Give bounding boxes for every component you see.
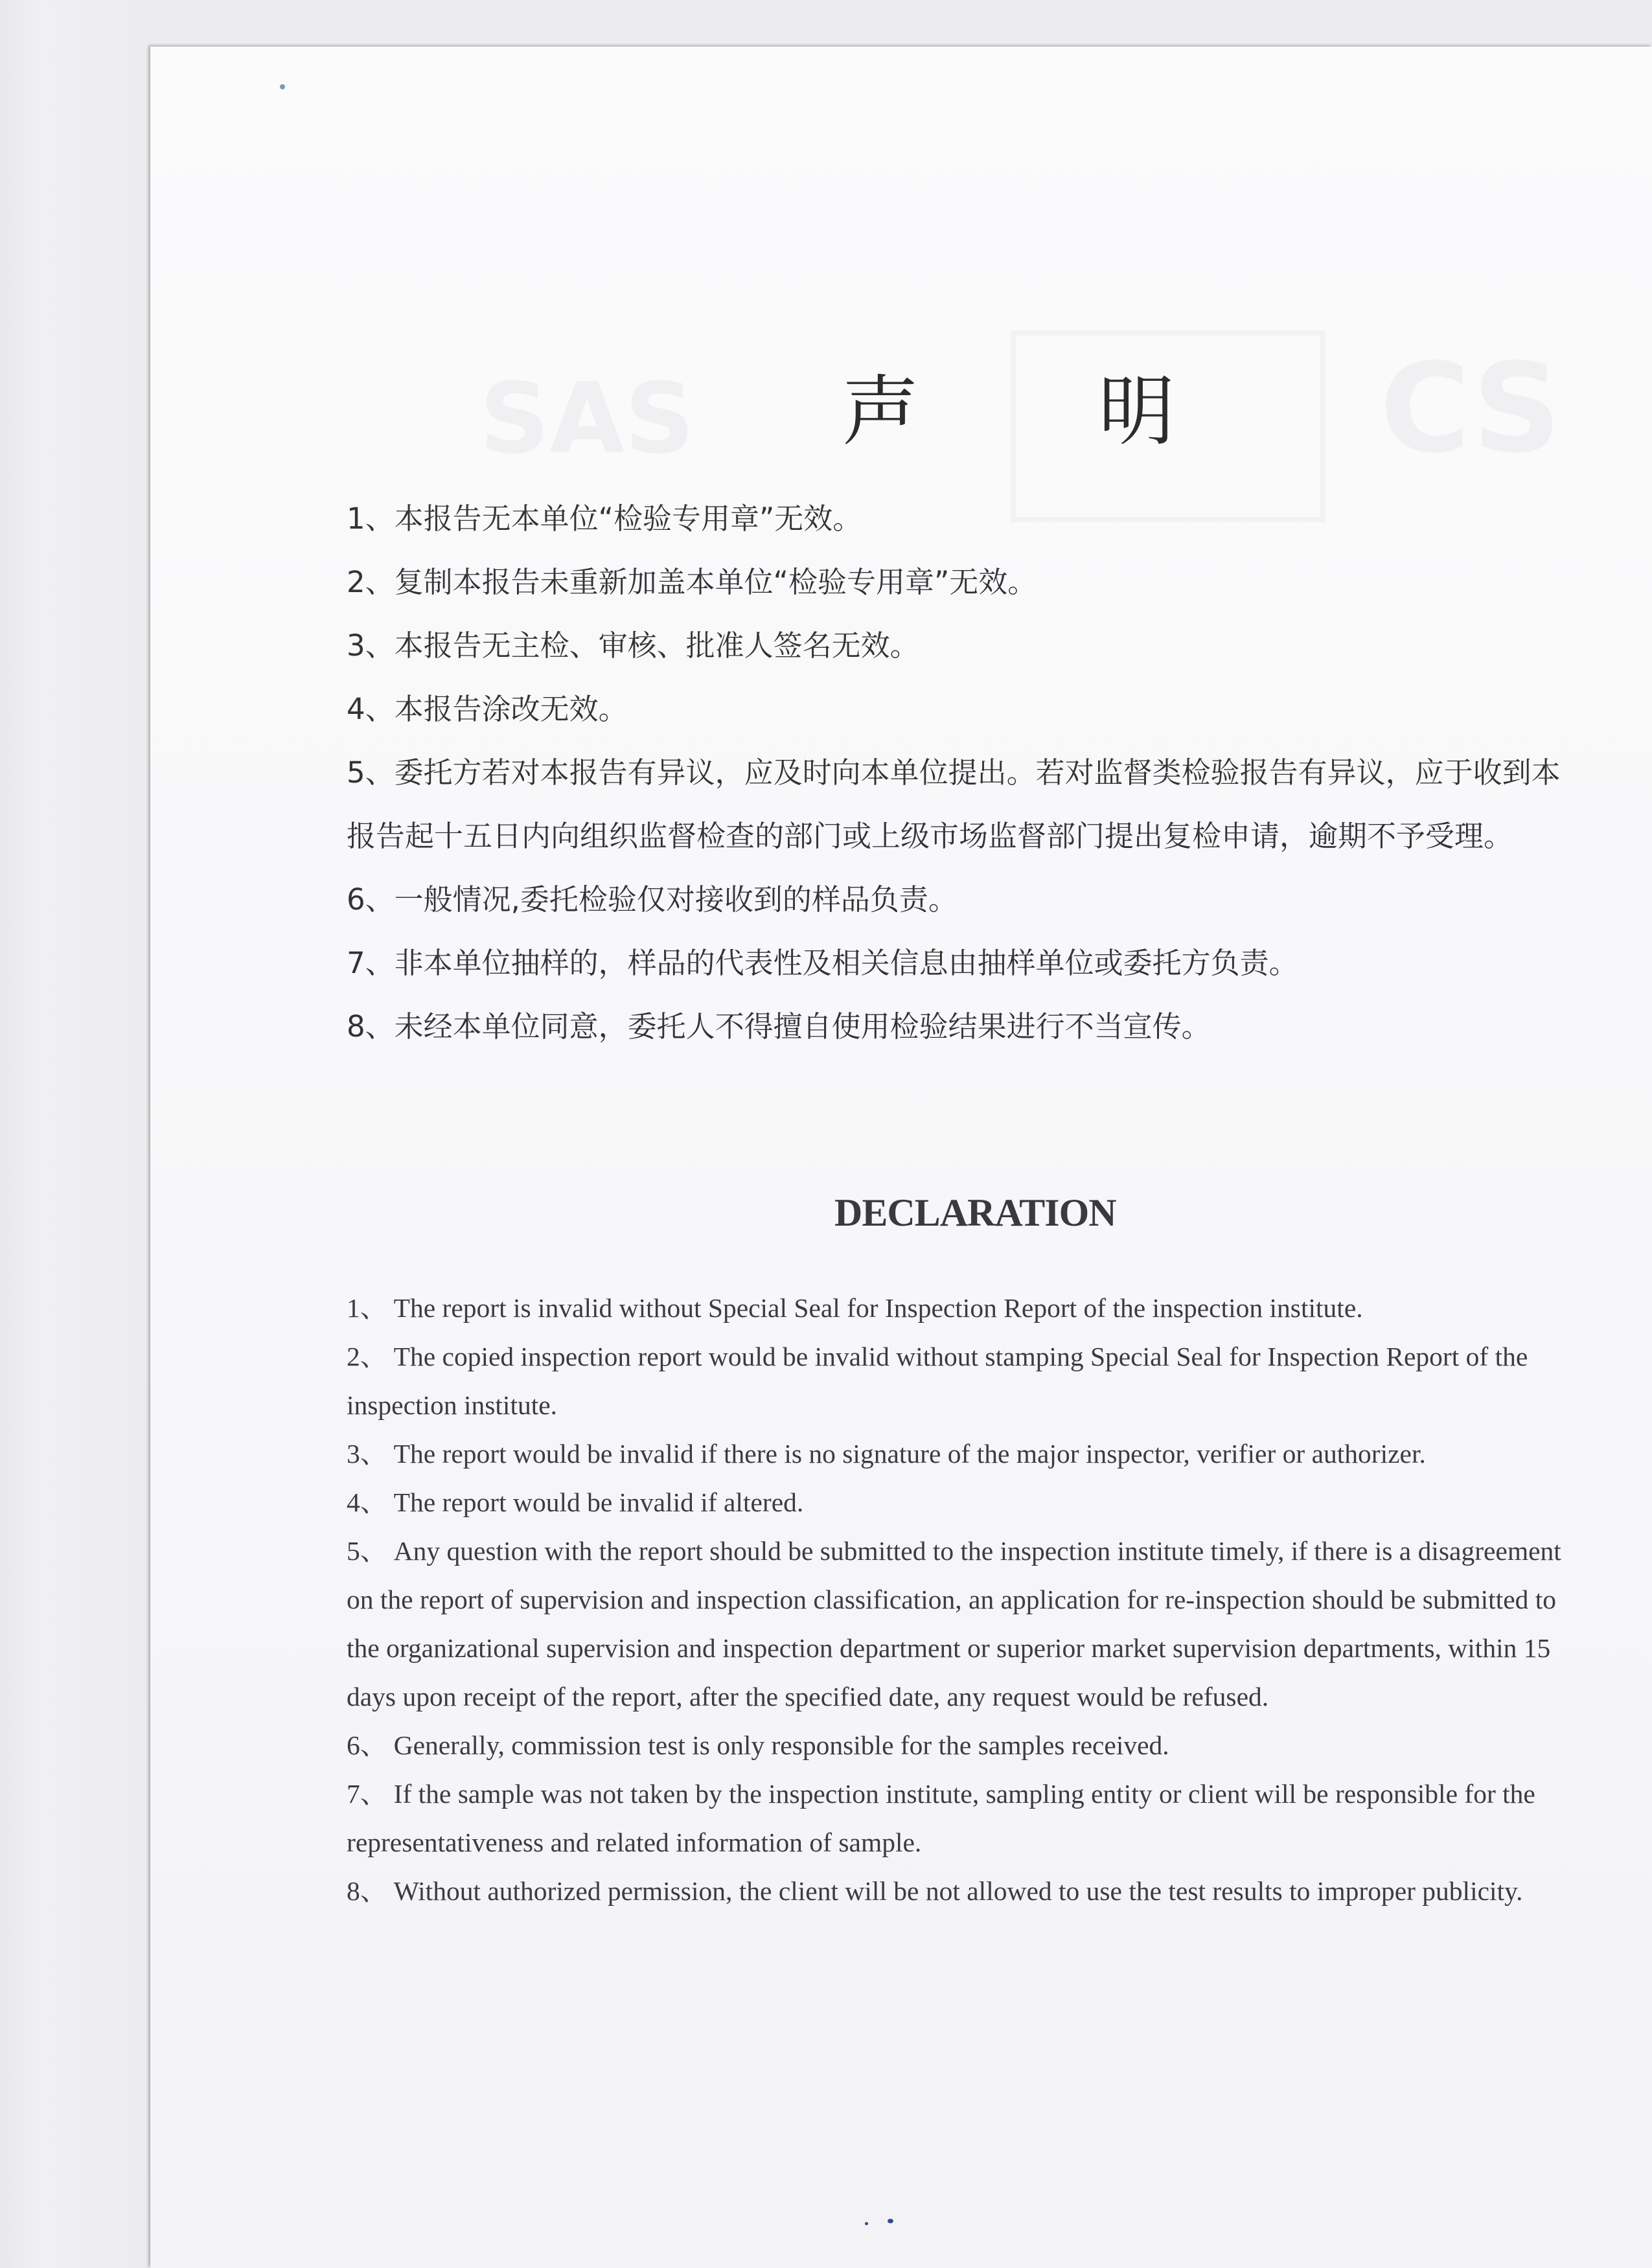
scan-speck bbox=[865, 2222, 868, 2225]
english-title: DECLARATION bbox=[834, 1191, 1116, 1234]
english-item-4: 4、 The report would be invalid if altered. bbox=[347, 1487, 804, 1517]
english-item-3: 3、 The report would be invalid if there is no signature of the major inspector, verifier or authorizer. bbox=[347, 1439, 1426, 1469]
english-item-6: 6、 Generally, commission test is only responsible for the samples received. bbox=[347, 1730, 1169, 1760]
chinese-item-6: 6、一般情况,委托检验仅对接收到的样品负责。 bbox=[347, 882, 958, 917]
chinese-item-2: 2、复制本报告未重新加盖本单位“检验专用章”无效。 bbox=[347, 565, 1037, 599]
bleed-through-mark: SAS bbox=[479, 363, 695, 475]
english-item-1: 1、 The report is invalid without Special Seal for Inspection Report of the inspection institute. bbox=[347, 1293, 1363, 1323]
english-item-5: 5、 Any question with the report should be submitted to the inspection institute timely, if there is a disagreement on the report of supervision and inspection classification, an application for re-inspection should be submitted to the organizational supervision and inspection department or superior market supervision departments, within 15 days upon receipt of the report, after the specified date, any request would be refused. bbox=[347, 1536, 1561, 1712]
chinese-item-7: 7、非本单位抽样的，样品的代表性及相关信息由抽样单位或委托方负责。 bbox=[347, 946, 1298, 980]
english-declaration-list bbox=[347, 1284, 1565, 1916]
english-item-8: 8、 Without authorized permission, the client will be not allowed to use the test results to improper publicity. bbox=[347, 1876, 1523, 1906]
chinese-title: 声 明 bbox=[842, 367, 1253, 456]
chinese-declaration-list bbox=[347, 487, 1571, 1059]
english-item-7: 7、 If the sample was not taken by the inspection institute, sampling entity or client will be responsible for the representativeness and related information of sample. bbox=[347, 1779, 1535, 1857]
chinese-item-5: 5、委托方若对本报告有异议，应及时向本单位提出。若对监督类检验报告有异议，应于收到本报告起十五日内向组织监督检查的部门或上级市场监督部门提出复检申请，逾期不予受理。 bbox=[347, 755, 1561, 853]
chinese-item-8: 8、未经本单位同意，委托人不得擅自使用检验结果进行不当宣传。 bbox=[347, 1009, 1211, 1044]
scan-speck bbox=[280, 84, 285, 89]
chinese-item-1: 1、本报告无本单位“检验专用章”无效。 bbox=[347, 501, 862, 536]
english-item-2: 2、 The copied inspection report would be invalid without stamping Special Seal for Inspection Report of the inspection institute. bbox=[347, 1342, 1528, 1420]
scan-speck bbox=[888, 2219, 893, 2223]
chinese-item-4: 4、本报告涂改无效。 bbox=[347, 692, 628, 726]
bleed-through-mark: CS bbox=[1380, 337, 1561, 480]
chinese-item-3: 3、本报告无主检、审核、批准人签名无效。 bbox=[347, 628, 919, 663]
